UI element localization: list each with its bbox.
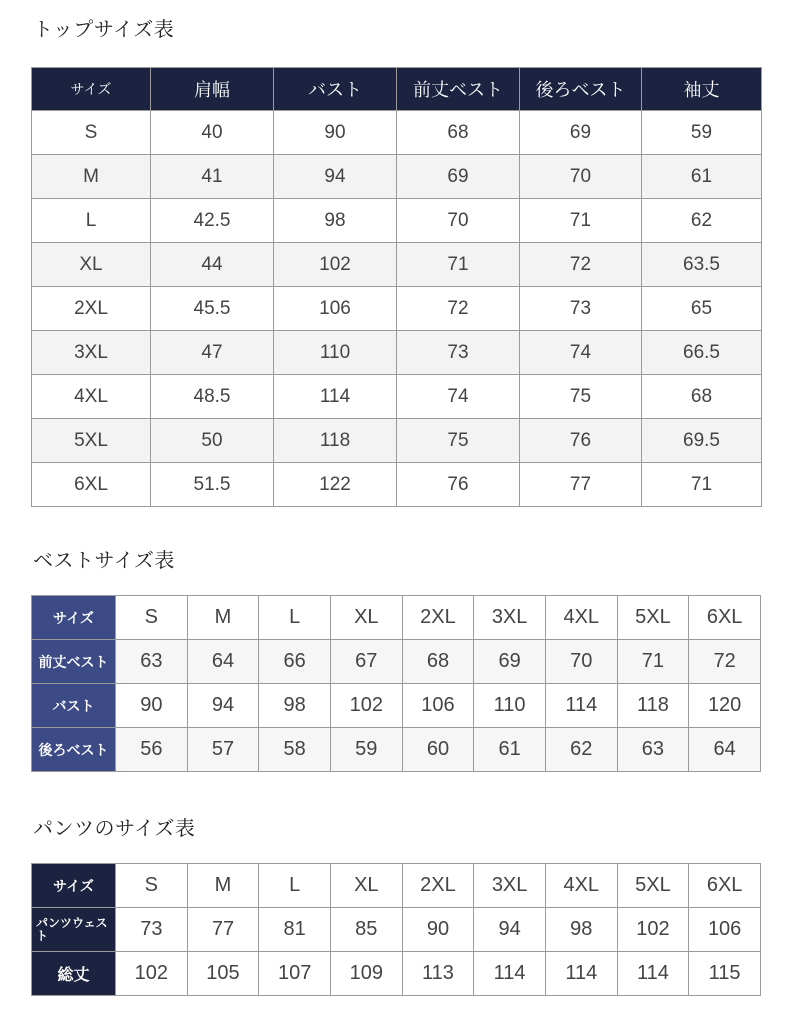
table-cell: 4XL [545, 864, 617, 908]
table-cell: 110 [474, 684, 546, 728]
table-cell: 75 [520, 375, 642, 419]
table-cell: 5XL [617, 864, 689, 908]
table-cell: 40 [151, 111, 274, 155]
table-header-row [32, 68, 762, 111]
table-cell: 71 [642, 463, 762, 507]
table-cell: S [116, 596, 188, 640]
table-cell: 114 [274, 375, 397, 419]
table-cell: 6XL [689, 596, 761, 640]
table-cell: 105 [187, 952, 259, 996]
table-cell: 72 [689, 640, 761, 684]
pants-size-table [31, 863, 761, 996]
table-cell: 41 [151, 155, 274, 199]
table-cell: 74 [520, 331, 642, 375]
table-row [32, 287, 762, 331]
table-cell: 102 [274, 243, 397, 287]
table-row [32, 952, 761, 996]
table-cell: 76 [397, 463, 520, 507]
table-cell: 70 [520, 155, 642, 199]
table-cell: 73 [520, 287, 642, 331]
tops-size-table [31, 67, 762, 507]
table-cell: 66 [259, 640, 331, 684]
table-cell: 2XL [32, 287, 151, 331]
table-cell: S [116, 864, 188, 908]
table-cell: 68 [642, 375, 762, 419]
table-cell: L [259, 864, 331, 908]
table-cell: 66.5 [642, 331, 762, 375]
table-cell: 74 [397, 375, 520, 419]
table-cell: 68 [397, 111, 520, 155]
table-cell: 60 [402, 728, 474, 772]
table-cell: 3XL [32, 331, 151, 375]
table-cell: 2XL [402, 864, 474, 908]
table-cell: 73 [116, 908, 188, 952]
table-cell: 64 [187, 640, 259, 684]
table-row [32, 908, 761, 952]
table-row [32, 596, 761, 640]
table-cell: 77 [187, 908, 259, 952]
row-label: 前丈ベスト [32, 640, 116, 684]
table-cell: 3XL [474, 596, 546, 640]
table-cell: 118 [617, 684, 689, 728]
table-cell: 113 [402, 952, 474, 996]
table-cell: M [187, 596, 259, 640]
table-cell: 69 [520, 111, 642, 155]
table-row [32, 728, 761, 772]
table-cell: 102 [330, 684, 402, 728]
table-row [32, 331, 762, 375]
table-cell: 114 [474, 952, 546, 996]
table-cell: 71 [617, 640, 689, 684]
table-row [32, 640, 761, 684]
table-cell: S [32, 111, 151, 155]
row-label: 総丈 [32, 952, 116, 996]
table-cell: 59 [330, 728, 402, 772]
table-row [32, 864, 761, 908]
row-label: パンツウェスト [32, 908, 116, 952]
table-cell: 77 [520, 463, 642, 507]
header-bust: バスト [274, 68, 397, 111]
table-cell: 2XL [402, 596, 474, 640]
table-cell: M [187, 864, 259, 908]
table-cell: 4XL [545, 596, 617, 640]
table-row [32, 419, 762, 463]
table-cell: 71 [397, 243, 520, 287]
table-cell: 48.5 [151, 375, 274, 419]
table-cell: 98 [545, 908, 617, 952]
table-cell: 76 [520, 419, 642, 463]
table-cell: 61 [474, 728, 546, 772]
table-cell: 114 [545, 952, 617, 996]
table-cell: 107 [259, 952, 331, 996]
table-cell: 61 [642, 155, 762, 199]
table-cell: 115 [689, 952, 761, 996]
row-label: サイズ [32, 864, 116, 908]
table-cell: 94 [274, 155, 397, 199]
table-row [32, 199, 762, 243]
table-cell: 70 [397, 199, 520, 243]
tops-size-title: トップサイズ表 [33, 17, 175, 41]
table-cell: 73 [397, 331, 520, 375]
table-cell: 90 [274, 111, 397, 155]
table-cell: 114 [617, 952, 689, 996]
table-cell: 68 [402, 640, 474, 684]
table-cell: 63 [617, 728, 689, 772]
table-cell: 81 [259, 908, 331, 952]
table-row [32, 155, 762, 199]
table-cell: 98 [259, 684, 331, 728]
table-cell: 4XL [32, 375, 151, 419]
table-cell: 44 [151, 243, 274, 287]
table-cell: 56 [116, 728, 188, 772]
table-cell: 122 [274, 463, 397, 507]
table-cell: 6XL [32, 463, 151, 507]
table-cell: 63.5 [642, 243, 762, 287]
table-cell: 45.5 [151, 287, 274, 331]
row-label: サイズ [32, 596, 116, 640]
table-cell: M [32, 155, 151, 199]
table-cell: L [259, 596, 331, 640]
table-row [32, 684, 761, 728]
table-cell: 59 [642, 111, 762, 155]
table-cell: 5XL [617, 596, 689, 640]
table-cell: 57 [187, 728, 259, 772]
table-cell: 62 [545, 728, 617, 772]
pants-size-title: パンツのサイズ表 [33, 816, 196, 840]
table-cell: 47 [151, 331, 274, 375]
table-cell: 110 [274, 331, 397, 375]
table-cell: XL [32, 243, 151, 287]
row-label: 後ろベスト [32, 728, 116, 772]
header-shoulder: 肩幅 [151, 68, 274, 111]
table-cell: 6XL [689, 864, 761, 908]
table-cell: 63 [116, 640, 188, 684]
table-cell: 90 [402, 908, 474, 952]
table-cell: 102 [116, 952, 188, 996]
table-cell: 69.5 [642, 419, 762, 463]
table-cell: 120 [689, 684, 761, 728]
table-cell: L [32, 199, 151, 243]
table-cell: 64 [689, 728, 761, 772]
table-cell: 98 [274, 199, 397, 243]
table-cell: 58 [259, 728, 331, 772]
table-row [32, 243, 762, 287]
table-row [32, 463, 762, 507]
table-cell: 62 [642, 199, 762, 243]
table-cell: 65 [642, 287, 762, 331]
table-cell: 94 [187, 684, 259, 728]
table-cell: 85 [330, 908, 402, 952]
table-cell: 106 [402, 684, 474, 728]
vest-size-table [31, 595, 761, 772]
table-cell: 118 [274, 419, 397, 463]
table-cell: 106 [689, 908, 761, 952]
table-cell: 67 [330, 640, 402, 684]
table-row [32, 111, 762, 155]
header-back-length: 後ろベスト [520, 68, 642, 111]
table-row [32, 375, 762, 419]
table-cell: 72 [520, 243, 642, 287]
table-cell: 50 [151, 419, 274, 463]
header-front-length: 前丈ベスト [397, 68, 520, 111]
table-cell: 42.5 [151, 199, 274, 243]
header-size: サイズ [32, 68, 151, 111]
header-sleeve: 袖丈 [642, 68, 762, 111]
table-cell: 94 [474, 908, 546, 952]
table-cell: 106 [274, 287, 397, 331]
table-cell: 71 [520, 199, 642, 243]
table-cell: 109 [330, 952, 402, 996]
vest-size-title: ベストサイズ表 [33, 548, 175, 572]
table-cell: 70 [545, 640, 617, 684]
table-cell: 5XL [32, 419, 151, 463]
table-cell: 75 [397, 419, 520, 463]
table-cell: 69 [397, 155, 520, 199]
table-cell: 51.5 [151, 463, 274, 507]
table-cell: 3XL [474, 864, 546, 908]
table-cell: 102 [617, 908, 689, 952]
table-cell: XL [330, 596, 402, 640]
row-label: バスト [32, 684, 116, 728]
table-cell: 69 [474, 640, 546, 684]
table-cell: 72 [397, 287, 520, 331]
table-cell: 114 [545, 684, 617, 728]
table-cell: 90 [116, 684, 188, 728]
table-cell: XL [330, 864, 402, 908]
